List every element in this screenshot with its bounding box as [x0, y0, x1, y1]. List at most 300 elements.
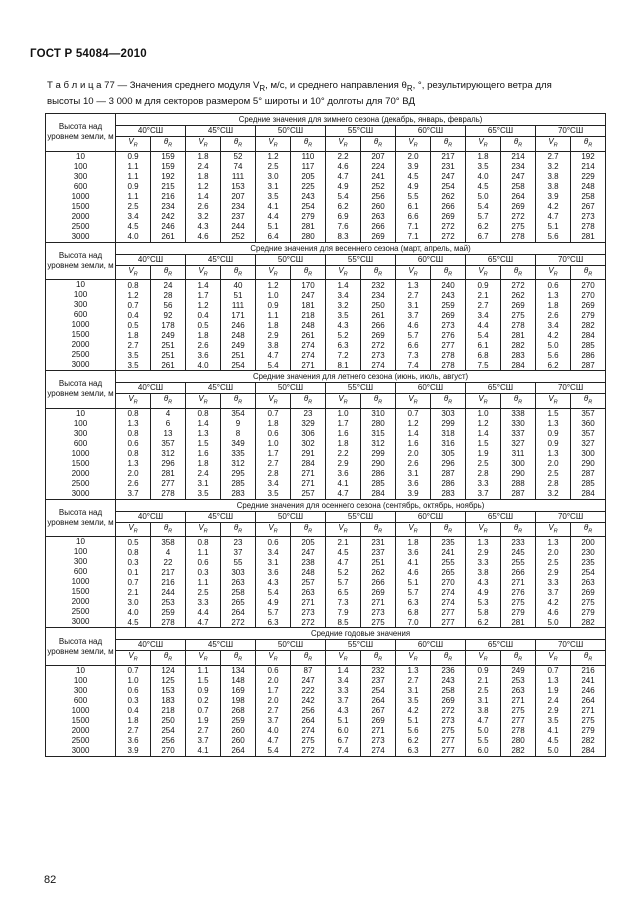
speed-cell: 1.4 — [396, 429, 431, 439]
direction-cell: 4 — [151, 547, 186, 557]
direction-cell: 274 — [291, 340, 326, 350]
direction-cell: 278 — [431, 360, 466, 371]
speed-symbol-sub: R — [553, 528, 558, 535]
direction-symbol-sub: R — [588, 528, 593, 535]
speed-cell: 4.6 — [396, 567, 431, 577]
direction-cell: 234 — [501, 162, 536, 172]
direction-cell: 233 — [501, 537, 536, 548]
table-row — [46, 212, 606, 222]
table-row — [46, 340, 606, 350]
speed-cell: 2.7 — [466, 300, 501, 310]
speed-symbol — [536, 522, 571, 537]
direction-cell: 257 — [291, 577, 326, 587]
speed-cell: 1.1 — [186, 547, 221, 557]
speed-cell: 6.7 — [326, 736, 361, 746]
direction-symbol-sub: R — [448, 271, 453, 278]
direction-cell: 330 — [501, 419, 536, 429]
speed-cell: 5.5 — [466, 736, 501, 746]
direction-cell: 358 — [151, 537, 186, 548]
direction-cell: 275 — [431, 726, 466, 736]
speed-cell: 1.2 — [256, 280, 291, 291]
direction-cell: 263 — [361, 212, 396, 222]
direction-symbol-sub: R — [378, 399, 383, 406]
season-title: Средние значения для зимнего сезона (декабрь, январь, февраль) — [116, 114, 606, 126]
speed-cell: 4.4 — [256, 212, 291, 222]
direction-cell: 270 — [571, 280, 606, 291]
speed-cell: 1.4 — [326, 665, 361, 676]
speed-cell: 4.2 — [536, 202, 571, 212]
caption-line1-start: Т а б л и ц а 77 — Значения среднего модуля V — [47, 80, 260, 91]
direction-cell: 302 — [291, 439, 326, 449]
direction-cell: 281 — [571, 232, 606, 243]
direction-cell: 214 — [501, 151, 536, 162]
speed-symbol-letter: V — [268, 394, 274, 404]
sector-header: 65°СШ — [466, 126, 536, 137]
direction-symbol-sub: R — [168, 271, 173, 278]
speed-cell: 1.8 — [466, 151, 501, 162]
altitude-cell: 2000 — [46, 212, 116, 222]
speed-cell: 3.4 — [326, 290, 361, 300]
direction-symbol-letter: θ — [163, 137, 169, 146]
speed-cell: 2.5 — [536, 469, 571, 479]
direction-cell: 222 — [291, 686, 326, 696]
speed-cell: 1.3 — [536, 449, 571, 459]
direction-cell: 271 — [291, 360, 326, 371]
speed-cell: 3.4 — [116, 212, 151, 222]
direction-cell: 216 — [151, 577, 186, 587]
season-title-row — [46, 371, 606, 383]
speed-cell: 5.1 — [396, 577, 431, 587]
caption-line1-end: , °, результирующего ветра для — [412, 80, 552, 91]
direction-cell: 231 — [361, 537, 396, 548]
direction-cell: 92 — [151, 310, 186, 320]
speed-cell: 1.7 — [256, 686, 291, 696]
table-row — [46, 547, 606, 557]
speed-cell: 2.7 — [116, 726, 151, 736]
direction-cell: 272 — [431, 232, 466, 243]
altitude-cell: 1500 — [46, 330, 116, 340]
direction-cell: 261 — [361, 310, 396, 320]
table-row — [46, 676, 606, 686]
speed-cell: 1.9 — [536, 686, 571, 696]
direction-cell: 169 — [221, 686, 256, 696]
speed-cell: 6.8 — [396, 607, 431, 617]
direction-cell: 238 — [291, 557, 326, 567]
direction-symbol — [361, 394, 396, 409]
table-row — [46, 172, 606, 182]
altitude-cell: 2500 — [46, 736, 116, 746]
sector-header: 40°СШ — [116, 640, 186, 651]
direction-symbol-letter: θ — [373, 522, 379, 532]
speed-cell: 1.7 — [326, 419, 361, 429]
speed-cell: 4.2 — [396, 706, 431, 716]
speed-cell: 3.4 — [326, 676, 361, 686]
direction-symbol-letter: θ — [233, 394, 239, 404]
direction-cell: 111 — [221, 172, 256, 182]
speed-cell: 3.2 — [536, 162, 571, 172]
direction-symbol — [361, 651, 396, 666]
speed-cell: 1.3 — [536, 290, 571, 300]
speed-cell: 2.9 — [536, 567, 571, 577]
speed-symbol-sub: R — [413, 399, 418, 406]
sector-header: 60°СШ — [396, 640, 466, 651]
direction-symbol-letter: θ — [163, 651, 169, 661]
speed-cell: 2.5 — [466, 686, 501, 696]
direction-cell: 40 — [221, 280, 256, 291]
direction-symbol-sub: R — [168, 656, 173, 663]
direction-cell: 243 — [431, 676, 466, 686]
direction-cell: 269 — [361, 232, 396, 243]
speed-cell: 1.8 — [256, 320, 291, 330]
speed-cell: 3.6 — [186, 350, 221, 360]
sector-header: 50°СШ — [256, 126, 326, 137]
direction-cell: 277 — [431, 746, 466, 757]
speed-cell: 0.6 — [256, 429, 291, 439]
direction-cell: 269 — [571, 300, 606, 310]
direction-cell: 261 — [291, 330, 326, 340]
direction-symbol-sub: R — [168, 528, 173, 535]
direction-cell: 243 — [291, 192, 326, 202]
direction-symbol — [291, 522, 326, 537]
sector-header: 70°СШ — [536, 511, 606, 522]
sector-header: 55°СШ — [326, 640, 396, 651]
direction-symbol-sub: R — [448, 399, 453, 406]
sector-header: 55°СШ — [326, 383, 396, 394]
direction-cell: 249 — [151, 330, 186, 340]
direction-cell: 181 — [291, 300, 326, 310]
direction-cell: 296 — [431, 459, 466, 469]
direction-cell: 280 — [291, 232, 326, 243]
altitude-header: Высота над уровнем земли, м — [46, 371, 116, 409]
speed-symbol-letter: V — [478, 394, 484, 404]
direction-symbol-sub: R — [588, 399, 593, 406]
season-title: Средние значения для весеннего сезона (март, апрель, май) — [116, 242, 606, 254]
direction-symbol-letter: θ — [233, 137, 239, 146]
speed-symbol-sub: R — [343, 528, 348, 535]
sector-header: 65°СШ — [466, 383, 536, 394]
direction-symbol-letter: θ — [373, 137, 379, 146]
speed-cell: 3.3 — [536, 577, 571, 587]
speed-cell: 0.8 — [116, 449, 151, 459]
altitude-cell: 2000 — [46, 597, 116, 607]
speed-cell: 3.2 — [326, 300, 361, 310]
direction-cell: 275 — [501, 222, 536, 232]
speed-cell: 1.8 — [256, 419, 291, 429]
speed-cell: 1.4 — [186, 280, 221, 291]
speed-cell: 1.1 — [186, 577, 221, 587]
direction-cell: 205 — [291, 537, 326, 548]
direction-cell: 250 — [361, 300, 396, 310]
speed-cell: 3.5 — [186, 489, 221, 500]
sector-header: 50°СШ — [256, 383, 326, 394]
direction-symbol-letter: θ — [303, 522, 309, 532]
direction-cell: 236 — [431, 665, 466, 676]
direction-symbol-sub: R — [308, 399, 313, 406]
table-row — [46, 696, 606, 706]
speed-symbol — [536, 137, 571, 152]
speed-cell: 7.2 — [326, 350, 361, 360]
table-row — [46, 151, 606, 162]
altitude-header: Высота над уровнем земли, м — [46, 242, 116, 280]
speed-cell: 2.7 — [536, 151, 571, 162]
direction-cell: 278 — [431, 350, 466, 360]
speed-cell: 4.2 — [536, 597, 571, 607]
speed-cell: 0.4 — [186, 310, 221, 320]
direction-cell: 300 — [571, 449, 606, 459]
sector-header: 40°СШ — [116, 383, 186, 394]
direction-cell: 284 — [571, 489, 606, 500]
speed-symbol — [536, 651, 571, 666]
speed-cell: 1.2 — [116, 290, 151, 300]
direction-cell: 270 — [151, 746, 186, 757]
direction-cell: 28 — [151, 290, 186, 300]
sector-header: 45°СШ — [186, 254, 256, 265]
direction-cell: 284 — [291, 459, 326, 469]
speed-symbol-sub: R — [133, 399, 138, 406]
sector-header-row — [46, 511, 606, 522]
direction-cell: 255 — [431, 557, 466, 567]
direction-cell: 214 — [571, 162, 606, 172]
speed-symbol-letter: V — [548, 651, 554, 661]
speed-cell: 5.1 — [396, 716, 431, 726]
speed-symbol-letter: V — [198, 265, 204, 275]
speed-symbol-sub: R — [133, 656, 138, 663]
direction-cell: 216 — [571, 665, 606, 676]
altitude-cell: 10 — [46, 537, 116, 548]
direction-cell: 284 — [501, 360, 536, 371]
altitude-cell: 2500 — [46, 222, 116, 232]
direction-cell: 258 — [221, 587, 256, 597]
speed-cell: 4.9 — [466, 587, 501, 597]
speed-cell: 7.4 — [326, 746, 361, 757]
direction-symbol — [151, 651, 186, 666]
direction-cell: 256 — [291, 706, 326, 716]
speed-cell: 3.4 — [256, 479, 291, 489]
speed-cell: 2.1 — [326, 537, 361, 548]
speed-cell: 2.1 — [466, 290, 501, 300]
speed-symbol — [186, 137, 221, 152]
speed-cell: 6.0 — [326, 726, 361, 736]
speed-cell: 0.9 — [536, 429, 571, 439]
direction-cell: 8 — [221, 429, 256, 439]
direction-cell: 216 — [151, 192, 186, 202]
speed-cell: 2.7 — [186, 726, 221, 736]
speed-cell: 6.3 — [396, 746, 431, 757]
direction-cell: 354 — [221, 408, 256, 419]
speed-cell: 0.7 — [116, 577, 151, 587]
altitude-cell: 1500 — [46, 459, 116, 469]
direction-cell: 286 — [361, 469, 396, 479]
altitude-cell: 3000 — [46, 360, 116, 371]
speed-cell: 4.1 — [396, 557, 431, 567]
altitude-cell: 2000 — [46, 726, 116, 736]
direction-cell: 312 — [221, 459, 256, 469]
speed-symbol — [326, 651, 361, 666]
speed-cell: 3.9 — [396, 489, 431, 500]
direction-cell: 241 — [431, 547, 466, 557]
speed-symbol-sub: R — [273, 142, 278, 149]
direction-symbol-sub: R — [238, 271, 243, 278]
direction-cell: 270 — [571, 290, 606, 300]
direction-cell: 117 — [291, 162, 326, 172]
altitude-cell: 100 — [46, 419, 116, 429]
speed-cell: 2.6 — [186, 340, 221, 350]
direction-cell: 290 — [501, 469, 536, 479]
speed-cell: 0.8 — [116, 547, 151, 557]
speed-cell: 3.7 — [326, 696, 361, 706]
altitude-header: Высота над уровнем земли, м — [46, 114, 116, 152]
speed-symbol-sub: R — [553, 271, 558, 278]
speed-cell: 3.5 — [326, 310, 361, 320]
direction-cell: 240 — [431, 280, 466, 291]
speed-cell: 0.9 — [256, 300, 291, 310]
altitude-cell: 3000 — [46, 232, 116, 243]
speed-cell: 3.9 — [396, 162, 431, 172]
speed-cell: 3.1 — [256, 557, 291, 567]
speed-cell: 3.3 — [466, 557, 501, 567]
altitude-cell: 100 — [46, 162, 116, 172]
direction-symbol-letter: θ — [233, 651, 239, 661]
direction-cell: 281 — [151, 469, 186, 479]
speed-cell: 1.4 — [326, 280, 361, 291]
speed-symbol-letter: V — [128, 522, 134, 532]
speed-cell: 5.7 — [326, 577, 361, 587]
direction-cell: 253 — [501, 676, 536, 686]
direction-cell: 248 — [291, 567, 326, 577]
direction-cell: 266 — [431, 202, 466, 212]
speed-cell: 6.2 — [396, 736, 431, 746]
direction-cell: 281 — [501, 617, 536, 628]
direction-symbol — [361, 137, 396, 152]
direction-cell: 252 — [221, 232, 256, 243]
direction-cell: 275 — [571, 716, 606, 726]
direction-cell: 271 — [361, 597, 396, 607]
speed-cell: 1.6 — [186, 449, 221, 459]
direction-cell: 274 — [431, 597, 466, 607]
table-row — [46, 607, 606, 617]
sector-header: 70°СШ — [536, 254, 606, 265]
speed-symbol-letter: V — [128, 394, 134, 404]
speed-cell: 3.1 — [396, 300, 431, 310]
direction-cell: 87 — [291, 665, 326, 676]
sector-header: 55°СШ — [326, 126, 396, 137]
direction-cell: 285 — [571, 340, 606, 350]
direction-symbol-sub: R — [518, 656, 523, 663]
direction-cell: 235 — [571, 557, 606, 567]
speed-symbol — [396, 651, 431, 666]
speed-symbol-sub: R — [273, 399, 278, 406]
speed-symbol-sub: R — [203, 399, 208, 406]
speed-symbol-sub: R — [413, 528, 418, 535]
direction-symbol — [361, 522, 396, 537]
season-title-row — [46, 114, 606, 126]
direction-cell: 258 — [431, 686, 466, 696]
direction-cell: 295 — [221, 469, 256, 479]
direction-cell: 299 — [431, 419, 466, 429]
direction-cell: 183 — [151, 696, 186, 706]
speed-cell: 6.3 — [326, 340, 361, 350]
speed-cell: 2.6 — [396, 459, 431, 469]
direction-symbol-sub: R — [588, 656, 593, 663]
speed-cell: 5.6 — [536, 350, 571, 360]
speed-cell: 2.7 — [256, 706, 291, 716]
direction-symbol-sub: R — [518, 142, 523, 149]
table-row — [46, 310, 606, 320]
direction-cell: 234 — [361, 290, 396, 300]
table-row — [46, 360, 606, 371]
speed-cell: 3.9 — [116, 746, 151, 757]
speed-symbol — [186, 522, 221, 537]
speed-symbol-letter: V — [548, 265, 554, 275]
speed-cell: 0.4 — [116, 706, 151, 716]
altitude-cell: 2500 — [46, 479, 116, 489]
speed-cell: 1.6 — [326, 429, 361, 439]
direction-cell: 170 — [291, 280, 326, 291]
direction-cell: 273 — [431, 716, 466, 726]
altitude-cell: 2500 — [46, 607, 116, 617]
sector-header: 70°СШ — [536, 126, 606, 137]
speed-cell: 5.0 — [536, 746, 571, 757]
direction-cell: 276 — [431, 330, 466, 340]
speed-cell: 3.1 — [256, 182, 291, 192]
direction-cell: 260 — [221, 736, 256, 746]
speed-cell: 5.4 — [326, 192, 361, 202]
direction-symbol — [221, 394, 256, 409]
speed-symbol-sub: R — [273, 656, 278, 663]
direction-symbol — [221, 137, 256, 152]
speed-cell: 5.4 — [466, 330, 501, 340]
direction-cell: 134 — [221, 665, 256, 676]
speed-cell: 0.6 — [536, 280, 571, 291]
speed-cell: 7.9 — [326, 607, 361, 617]
speed-cell: 5.0 — [466, 192, 501, 202]
speed-cell: 0.8 — [186, 408, 221, 419]
speed-cell: 0.5 — [116, 320, 151, 330]
speed-cell: 4.7 — [326, 557, 361, 567]
speed-symbol-sub: R — [273, 271, 278, 278]
speed-cell: 0.7 — [116, 300, 151, 310]
direction-cell: 231 — [431, 162, 466, 172]
speed-cell: 0.7 — [186, 706, 221, 716]
direction-cell: 279 — [291, 212, 326, 222]
speed-symbol-sub: R — [413, 656, 418, 663]
sector-header: 65°СШ — [466, 511, 536, 522]
speed-cell: 6.9 — [326, 212, 361, 222]
speed-symbol-sub: R — [483, 656, 488, 663]
direction-cell: 259 — [431, 300, 466, 310]
direction-symbol-letter: θ — [513, 651, 519, 661]
speed-symbol — [186, 265, 221, 280]
speed-cell: 5.0 — [466, 726, 501, 736]
speed-cell: 6.8 — [466, 350, 501, 360]
direction-cell: 266 — [501, 567, 536, 577]
direction-cell: 286 — [571, 350, 606, 360]
direction-symbol-letter: θ — [443, 522, 449, 532]
speed-cell: 0.8 — [186, 537, 221, 548]
speed-cell: 1.8 — [326, 439, 361, 449]
direction-cell: 278 — [151, 617, 186, 628]
direction-cell: 4 — [151, 408, 186, 419]
speed-cell: 3.6 — [256, 567, 291, 577]
speed-symbol-letter: V — [408, 651, 414, 661]
speed-cell: 1.8 — [186, 172, 221, 182]
direction-symbol-letter: θ — [163, 394, 169, 404]
speed-symbol — [116, 651, 151, 666]
direction-cell: 251 — [221, 350, 256, 360]
direction-cell: 269 — [431, 310, 466, 320]
direction-cell: 232 — [361, 665, 396, 676]
speed-cell: 0.9 — [116, 151, 151, 162]
